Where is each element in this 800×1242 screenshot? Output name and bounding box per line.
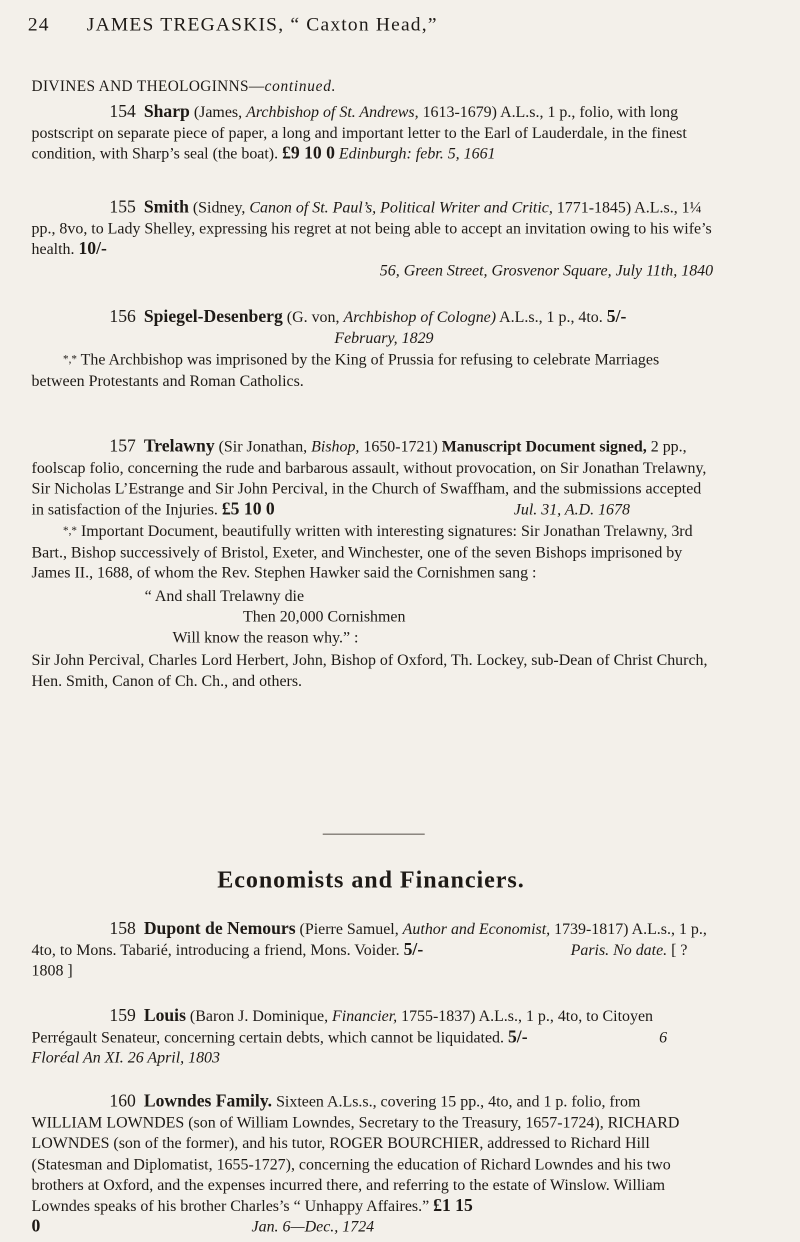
lot-date: Jan. 6—Dec., 1724	[251, 1217, 375, 1236]
lot-number: 156	[109, 306, 136, 327]
lot-price: 5/-	[606, 306, 627, 327]
lot-158: 158 Dupont de Nemours (Pierre Samuel, Author and Economist, 1739-1817) A.L.s., 1 p., 4to, to Mons. Tabarié, introducing a friend, Mons. Voider. 5/- Paris. No date. [ ? 1808 ]	[31, 918, 707, 980]
section-heading-economists: Economists and Financiers.	[217, 866, 525, 894]
lot-note: *,* Important Document, beautifully written with interesting signatures: Sir Jonathan Trelawny, 3rd Bart., Bishop successively of Bristol, Exeter, and Winchester, one of the seven Bishops imprisoned by James II., 1688, of whom the Rev. Stephen Hawker said the Cornishmen sang :	[31, 522, 693, 582]
lot-name: Spiegel-Desenberg	[143, 306, 283, 327]
lot-160: 160 Lowndes Family. Sixteen A.Ls.s., covering 15 pp., 4to, and 1 p. folio, from WILLIAM LOWNDES (son of William Lowndes, Secretary to the Treasury, 1657-1724), RICHARD LOWNDES (son of the former), and his tutor, ROGER BOURCHIER, addressed to Richard Hill (Statesman and Diplomatist, 1655-1727), concerning the education of Richard Lowndes and his two brothers at Oxford, and the expenses incurred there, and referring to the estate of Winslow. William Lowndes speaks of his brother Charles’s “ Unhappy Affaires.” £1 15 0 Jan. 6—Dec., 1724	[31, 1091, 680, 1237]
lot-price: £5 10 0	[221, 499, 275, 519]
lot-156: 156 Spiegel-Desenberg (G. von, Archbishop of Cologne) A.L.s., 1 p., 4to. 5/- February, 1829 *,* The Archbishop was imprisoned by the King of Prussia for refusing to celebrate Marriages between Protestants and Roman Catholics.	[32, 307, 714, 391]
section-divider	[323, 834, 425, 835]
lot-number: 157	[109, 436, 136, 457]
lot-date: Paris. No date.	[570, 940, 672, 959]
lot-155: 155 Smith (Sidney, Canon of St. Paul’s, Political Writer and Critic, 1771-1845) A.L.s., 1¼ pp., 8vo, to Lady Shelley, expressing his regret at not being able to accept an invitation owing to his wife’s health. 10/- 56, Green Street, Grosvenor Square, July 11th, 1840	[32, 198, 714, 281]
lot-number: 159	[109, 1006, 136, 1026]
lot-number: 160	[109, 1091, 136, 1111]
lot-date: Jul. 31, A.D. 1678	[513, 500, 630, 518]
lot-date: 6 Floréal An XI. 26 April, 1803	[31, 1027, 668, 1067]
lot-note-end: Sir John Percival, Charles Lord Herbert, John, Bishop of Oxford, Th. Lockey, sub-Dean of Christ Church, Hen. Smith, Canon of Ch. Ch., and others.	[31, 650, 708, 690]
lot-name: Dupont de Nemours	[143, 918, 296, 939]
lot-number: 158	[109, 918, 136, 939]
lot-number: 155	[109, 197, 136, 217]
verse-quote: “ And shall Trelawny die Then 20,000 Cornishmen Will know the reason why.” :	[144, 586, 406, 646]
lot-name: Louis	[143, 1006, 186, 1026]
lot-name: Smith	[143, 197, 189, 217]
lot-date: 56, Green Street, Grosvenor Square, July 11th, 1840	[379, 261, 714, 279]
lot-price: £9 10 0	[282, 143, 335, 164]
section-heading-divines: DIVINES AND THEOLOGINNS—continued.	[31, 76, 337, 95]
lot-note: *,* The Archbishop was imprisoned by the King of Prussia for refusing to celebrate Marriages between Protestants and Roman Catholics.	[31, 350, 660, 390]
lot-157: 157 Trelawny (Sir Jonathan, Bishop, 1650-1721) Manuscript Document signed, 2 pp., foolscap folio, concerning the rude and barbarous assault, without provocation, on Sir Jonathan Trelawny, Sir Nicholas L’Estrange and Sir John Percival, in the Church of Swaffham, and the submissions accepted in satisfaction of the Injuries. £5 10 0 Jul. 31, A.D. 1678 *,* Important Document, beautifully written with interesting signatures: Sir Jonathan Trelawny, 3rd Bart., Bishop successively of Bristol, Exeter, and Winchester, one of the seven Bishops imprisoned by James II., 1688, of whom the Rev. Stephen Hawker said the Cornishmen sang : “ And shall Trelawny die Then 20,000 Cornishmen Will know the reason why.” : Sir John Percival, Charles Lord Herbert, John, Bishop of Oxford, Th. Lockey, sub-Dean of Christ Church, Hen. Smith, Canon of Ch. Ch., and others.	[32, 437, 714, 692]
lot-price: 5/-	[403, 939, 424, 960]
lot-name: Trelawny	[143, 436, 215, 457]
page-number: 24	[27, 12, 50, 36]
lot-date: Edinburgh: febr. 5, 1661	[334, 144, 496, 163]
lot-date: February, 1829	[334, 328, 434, 347]
running-title: JAMES TREGASKIS, “ Caxton Head,”	[86, 12, 438, 36]
lot-154: 154 Sharp (James, Archbishop of St. Andrews, 1613-1679) A.L.s., 1 p., folio, with long postscript on separate piece of paper, a long and important letter to the Earl of Lauderdale, in the finest condition, with Sharp’s seal (the boat). £9 10 0 Edinburgh: febr. 5, 1661	[31, 102, 687, 164]
lot-number: 154	[109, 102, 136, 122]
lot-price: 5/-	[507, 1027, 528, 1047]
lot-price: 10/-	[78, 239, 107, 259]
lot-price: £1 15 0	[31, 1195, 473, 1237]
page-header	[28, 13, 714, 36]
lot-159: 159 Louis (Baron J. Dominique, Financier, 1755-1837) A.L.s., 1 p., 4to, to Citoyen Perrégault Senateur, concerning certain debts, which cannot be liquidated. 5/- 6 Floréal An XI. 26 April, 1803	[31, 1006, 668, 1067]
lot-name: Lowndes Family.	[143, 1091, 273, 1111]
lot-name: Sharp	[143, 102, 190, 122]
